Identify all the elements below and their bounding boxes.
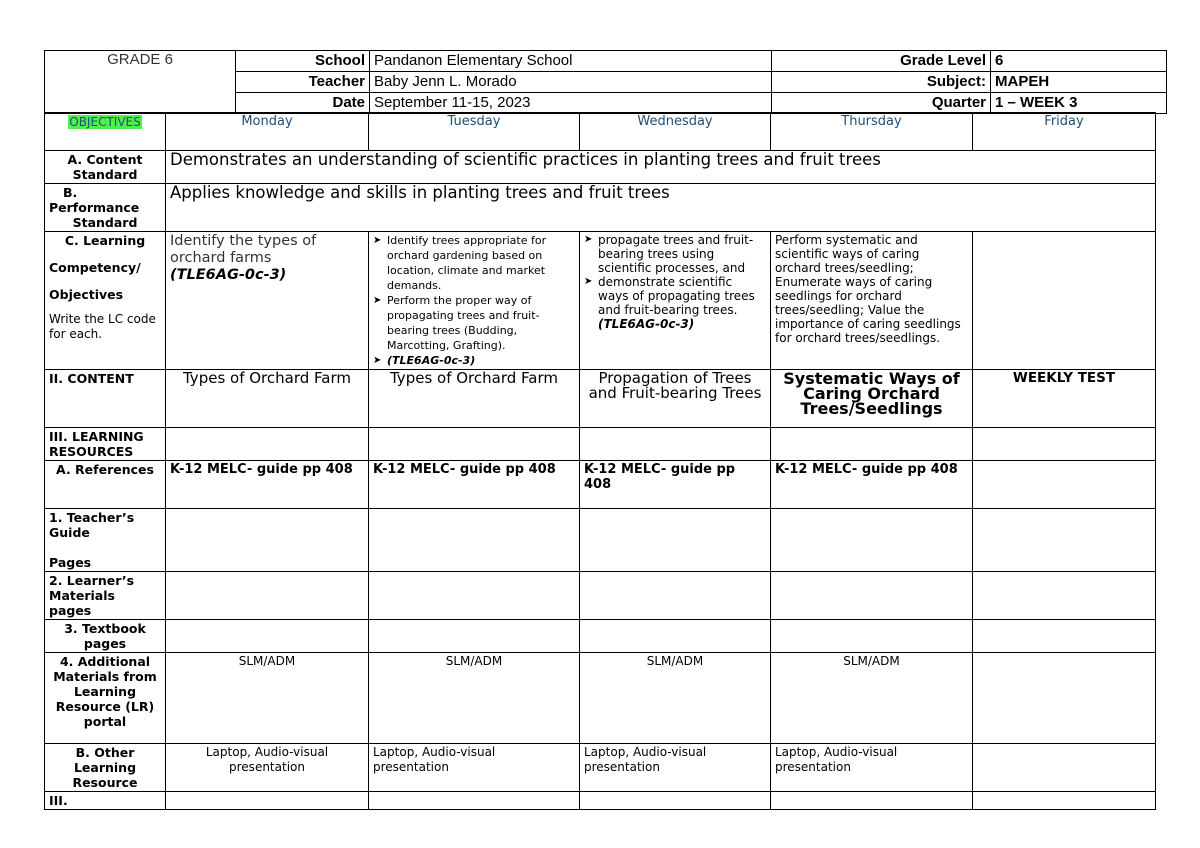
grade-level-label: Grade Level: [772, 51, 991, 72]
ref-friday: [973, 461, 1156, 509]
lc-tuesday: [369, 232, 580, 370]
learning-competency-label: [45, 232, 166, 370]
arrow-bullet-icon: ➤: [373, 355, 382, 366]
content-wednesday: Propagation of Trees and Fruit-bearing Trees: [580, 370, 771, 428]
content-label: II. CONTENT: [45, 370, 166, 428]
tb-thursday: [771, 620, 973, 653]
teachers-guide-label-1: 1. Teacher’s Guide: [49, 510, 135, 540]
teachers-guide-label-2: Pages: [49, 555, 92, 570]
learning-competency-row: [45, 232, 1156, 370]
other-resources-row: [45, 744, 1156, 792]
performance-label-3: Standard: [72, 215, 138, 230]
ref-wednesday: K-12 MELC- guide pp 408: [580, 461, 771, 509]
arrow-bullet-icon: ➤: [373, 235, 382, 246]
objectives-header: [45, 113, 166, 151]
content-monday: Types of Orchard Farm: [166, 370, 369, 428]
performance-label-2: Performance: [49, 200, 140, 215]
lc-wednesday: [580, 232, 771, 370]
teacher-value: Baby Jenn L. Morado: [370, 72, 772, 93]
tuesday-header: Tuesday: [369, 113, 580, 151]
last-row: [45, 792, 1156, 810]
tb-friday: [973, 620, 1156, 653]
columns-row: [45, 113, 1156, 151]
ref-thursday: K-12 MELC- guide pp 408: [771, 461, 973, 509]
lc-monday-text: Identify the types of orchard farms: [170, 233, 317, 266]
performance-standard-row: [45, 184, 1156, 232]
arrow-bullet-icon: ➤: [584, 276, 593, 287]
learners-materials-label: 2. Learner’s Materials pages: [45, 572, 166, 620]
other-tuesday: Laptop, Audio-visual presentation: [369, 744, 580, 792]
subject-label: Subject:: [772, 72, 991, 93]
tb-tuesday: [369, 620, 580, 653]
lc-tuesday-item: [373, 293, 575, 353]
textbook-row: [45, 620, 1156, 653]
content-standard-label: A. Content Standard: [45, 151, 166, 184]
learning-resources-row: [45, 428, 1156, 461]
tb-wednesday: [580, 620, 771, 653]
teachers-guide-label: [45, 509, 166, 572]
last-tuesday: [369, 792, 580, 810]
other-resources-label: B. Other Learning Resource: [45, 744, 166, 792]
lc-wednesday-item-text: propagate trees and fruit-bearing trees using scientific processes, and: [598, 233, 754, 275]
lesson-log-table: [44, 112, 1156, 810]
learning-resources-label: III. LEARNING RESOURCES: [45, 428, 166, 461]
quarter-label: Quarter: [772, 93, 991, 114]
lm-monday: [166, 572, 369, 620]
performance-label-1: B.: [63, 185, 78, 200]
add-wednesday: SLM/ADM: [580, 653, 771, 744]
school-value: Pandanon Elementary School: [370, 51, 772, 72]
add-monday: SLM/ADM: [166, 653, 369, 744]
last-thursday: [771, 792, 973, 810]
other-thursday: Laptop, Audio-visual presentation: [771, 744, 973, 792]
lc-friday: [973, 232, 1156, 370]
school-label: School: [236, 51, 370, 72]
teacher-label: Teacher: [236, 72, 370, 93]
tg-thursday: [771, 509, 973, 572]
lr-monday: [166, 428, 369, 461]
additional-materials-label: 4. Additional Materials from Learning Resource (LR) portal: [45, 653, 166, 744]
date-value: September 11-15, 2023: [370, 93, 772, 114]
date-label: Date: [236, 93, 370, 114]
lc-monday-code: (TLE6AG-0c-3): [170, 267, 287, 283]
wednesday-header: Wednesday: [580, 113, 771, 151]
lc-monday: [166, 232, 369, 370]
tg-tuesday: [369, 509, 580, 572]
monday-header: Monday: [166, 113, 369, 151]
ref-tuesday: K-12 MELC- guide pp 408: [369, 461, 580, 509]
lc-wednesday-item-2: demonstrate scientific ways of propagating trees and fruit-bearing trees.: [598, 275, 755, 317]
lc-wednesday-code: (TLE6AG-0c-3): [598, 317, 695, 331]
references-label: A. References: [45, 461, 166, 509]
tg-wednesday: [580, 509, 771, 572]
lm-friday: [973, 572, 1156, 620]
lc-thursday: Perform systematic and scientific ways of caring orchard trees/seedling; Enumerate ways of caring seedlings for orchard trees/seedling; Value the importance of caring seedlings for orchard trees/seedlings.: [771, 232, 973, 370]
lc-tuesday-code: (TLE6AG-0c-3): [387, 354, 476, 367]
add-friday: [973, 653, 1156, 744]
lr-wednesday: [580, 428, 771, 461]
subject-value: MAPEH: [991, 72, 1167, 93]
content-thursday: Systematic Ways of Caring Orchard Trees/Seedlings: [771, 370, 973, 428]
performance-standard-text: Applies knowledge and skills in planting trees and fruit trees: [166, 184, 1156, 232]
last-friday: [973, 792, 1156, 810]
lc-tuesday-item: [373, 233, 575, 293]
arrow-bullet-icon: ➤: [373, 295, 382, 306]
grade-cell: [45, 51, 236, 114]
thursday-header: Thursday: [771, 113, 973, 151]
content-friday: WEEKLY TEST: [973, 370, 1156, 428]
header-table: [44, 50, 1167, 114]
lc-wednesday-item: [584, 233, 766, 275]
content-standard-row: [45, 151, 1156, 184]
lc-label-4: Write the LC code for each.: [49, 312, 156, 341]
last-row-label: III.: [45, 792, 166, 810]
add-tuesday: SLM/ADM: [369, 653, 580, 744]
lc-label-2: Competency/: [49, 260, 141, 275]
lr-thursday: [771, 428, 973, 461]
lc-tuesday-item-text: Perform the proper way of propagating trees and fruit-bearing trees (Budding, Marcotting, Grafting).: [387, 294, 540, 352]
friday-header: Friday: [973, 113, 1156, 151]
lc-tuesday-item: [373, 353, 575, 368]
grade-label: GRADE 6: [107, 51, 173, 68]
lc-label-3: Objectives: [49, 287, 124, 302]
lc-wednesday-item: [584, 275, 766, 331]
additional-materials-row: [45, 653, 1156, 744]
other-monday: Laptop, Audio-visual presentation: [166, 744, 369, 792]
tg-friday: [973, 509, 1156, 572]
objectives-highlight: OBJECTIVES: [69, 115, 141, 129]
lm-wednesday: [580, 572, 771, 620]
other-wednesday: Laptop, Audio-visual presentation: [580, 744, 771, 792]
last-wednesday: [580, 792, 771, 810]
content-row: [45, 370, 1156, 428]
other-friday: [973, 744, 1156, 792]
lm-thursday: [771, 572, 973, 620]
lr-friday: [973, 428, 1156, 461]
tb-monday: [166, 620, 369, 653]
teachers-guide-row: [45, 509, 1156, 572]
add-thursday: SLM/ADM: [771, 653, 973, 744]
lc-wednesday-item-text: [598, 275, 766, 331]
tg-monday: [166, 509, 369, 572]
lm-tuesday: [369, 572, 580, 620]
arrow-bullet-icon: ➤: [584, 234, 593, 245]
references-row: [45, 461, 1156, 509]
content-tuesday: Types of Orchard Farm: [369, 370, 580, 428]
lr-tuesday: [369, 428, 580, 461]
grade-level-value: 6: [991, 51, 1167, 72]
content-standard-text: Demonstrates an understanding of scientific practices in planting trees and fruit trees: [166, 151, 1156, 184]
learners-materials-row: [45, 572, 1156, 620]
textbook-label: 3. Textbook pages: [45, 620, 166, 653]
quarter-value: 1 – WEEK 3: [991, 93, 1167, 114]
last-monday: [166, 792, 369, 810]
performance-standard-label: [45, 184, 166, 232]
lc-tuesday-item-text: Identify trees appropriate for orchard gardening based on location, climate and market demands.: [387, 234, 547, 292]
ref-monday: K-12 MELC- guide pp 408: [166, 461, 369, 509]
lc-label-1: C. Learning: [64, 233, 146, 248]
